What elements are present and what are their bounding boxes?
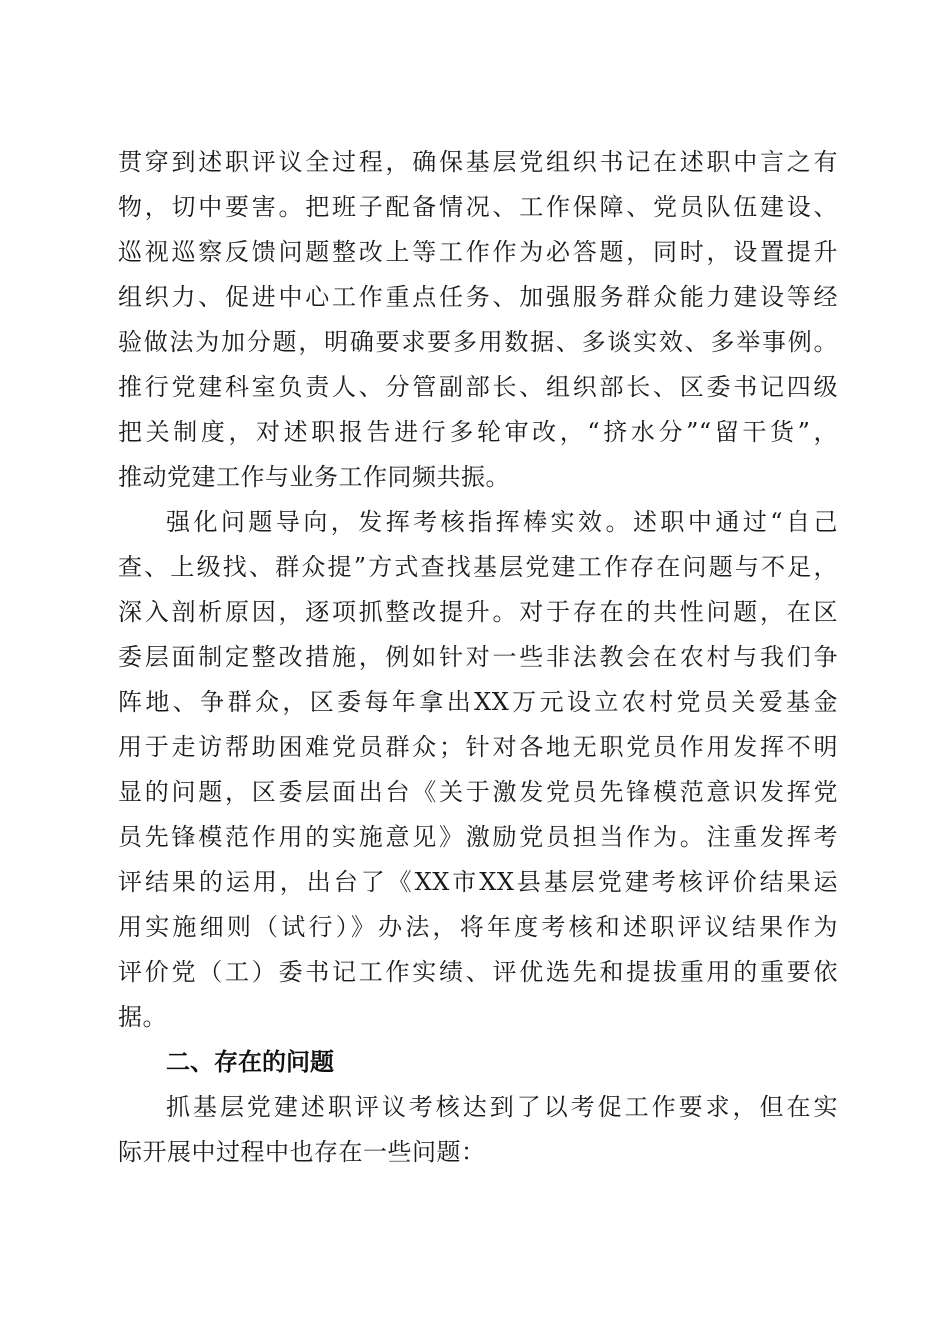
text-line: 组织力、促进中心工作重点任务、加强服务群众能力建设等经: [118, 283, 838, 311]
text-line: 查、上级找、群众提”方式查找基层党建工作存在问题与不足，: [118, 553, 838, 581]
text-line: 用于走访帮助困难党员群众；针对各地无职党员作用发挥不明: [118, 733, 838, 761]
text-line: 评结果的运用，出台了《XX市XX县基层党建考核评价结果运: [118, 868, 838, 896]
text-line: 深入剖析原因，逐项抓整改提升。对于存在的共性问题，在区: [118, 598, 838, 626]
paragraph-3: [118, 1085, 838, 1175]
text-line: 显的问题，区委层面出台《关于激发党员先锋模范意识发挥党: [118, 778, 838, 806]
text-line: 阵地、争群众，区委每年拿出XX万元设立农村党员关爱基金: [118, 688, 838, 716]
text-line: 把关制度，对述职报告进行多轮审改，“挤水分”“留干货”，: [118, 418, 838, 446]
section-heading: 二、存在的问题: [166, 1048, 334, 1076]
paragraph-2: [118, 500, 838, 1040]
text-line: 推行党建科室负责人、分管副部长、组织部长、区委书记四级: [118, 373, 838, 401]
text-line: 物，切中要害。把班子配备情况、工作保障、党员队伍建设、: [118, 193, 838, 221]
text-line: 据。: [118, 1003, 167, 1031]
text-line: 委层面制定整改措施，例如针对一些非法教会在农村与我们争: [118, 643, 838, 671]
paragraph-1: [118, 140, 838, 500]
text-line: 验做法为加分题，明确要求要多用数据、多谈实效、多举事例。: [118, 328, 838, 356]
text-line: 际开展中过程中也存在一些问题：: [118, 1138, 486, 1166]
text-line: 推动党建工作与业务工作同频共振。: [118, 463, 510, 491]
text-line: 巡视巡察反馈问题整改上等工作作为必答题，同时，设置提升: [118, 238, 838, 266]
text-line: 评价党（工）委书记工作实绩、评优选先和提拔重用的重要依: [118, 958, 838, 986]
document-body: [118, 140, 838, 1175]
text-line: 员先锋模范作用的实施意见》激励党员担当作为。注重发挥考: [118, 823, 838, 851]
text-line: 抓基层党建述职评议考核达到了以考促工作要求，但在实: [166, 1093, 838, 1121]
text-line: 用实施细则（试行）》办法，将年度考核和述职评议结果作为: [118, 913, 838, 941]
text-line: 贯穿到述职评议全过程，确保基层党组织书记在述职中言之有: [118, 148, 838, 176]
text-line: 强化问题导向，发挥考核指挥棒实效。述职中通过“自己: [166, 508, 838, 536]
